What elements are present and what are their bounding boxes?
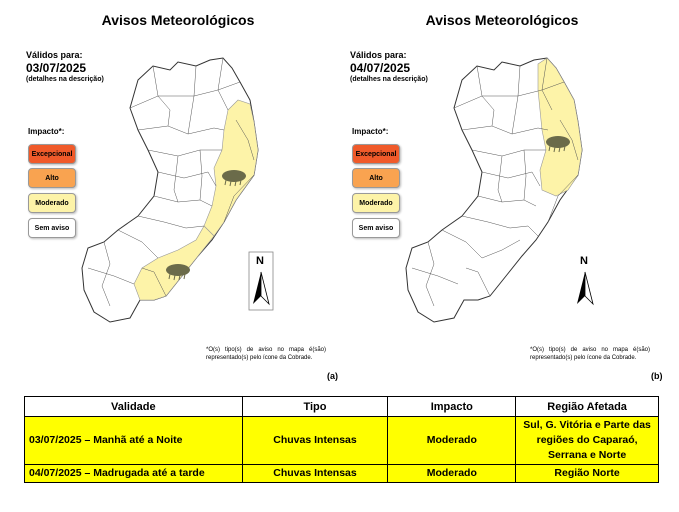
legend-alto: Alto (28, 168, 76, 188)
map-panel-a (18, 0, 338, 392)
header-tipo: Tipo (242, 397, 388, 417)
header-impacto: Impacto (388, 397, 516, 417)
cell-regiao: Sul, G. Vitória e Parte das regiões do Caparaó, Serrana e Norte (516, 417, 659, 465)
legend-excepcional: Excepcional (28, 144, 76, 164)
legend-moderado: Moderado (352, 193, 400, 213)
legend-sem-aviso: Sem aviso (352, 218, 400, 238)
state-map (342, 0, 662, 392)
impact-label: Impacto*: (28, 127, 65, 136)
north-arrow-icon (577, 272, 593, 304)
north-label: N (580, 255, 588, 267)
cell-tipo: Chuvas Intensas (242, 465, 388, 483)
cell-tipo: Chuvas Intensas (242, 417, 388, 465)
table-header-row (25, 397, 659, 417)
map-panel-b (342, 0, 662, 392)
valid-date: 04/07/2025 (350, 61, 411, 75)
legend-moderado: Moderado (28, 193, 76, 213)
panel-letter: (b) (651, 371, 663, 381)
header-regiao: Região Afetada (516, 397, 659, 417)
cell-impacto: Moderado (388, 417, 516, 465)
detail-note: (detalhes na descrição) (350, 76, 428, 83)
valid-label: Válidos para: (26, 50, 83, 60)
state-map (18, 0, 338, 392)
cell-regiao: Região Norte (516, 465, 659, 483)
cell-validade: 03/07/2025 – Manhã até a Noite (25, 417, 243, 465)
footnote: *O(s) tipo(s) de aviso no mapa é(são) representado(s) pelo ícone da Cobrade. (206, 347, 326, 361)
impact-label: Impacto*: (352, 127, 389, 136)
valid-date: 03/07/2025 (26, 61, 87, 75)
valid-label: Válidos para: (350, 50, 407, 60)
cell-impacto: Moderado (388, 465, 516, 483)
warnings-table (24, 396, 659, 483)
footnote: *O(s) tipo(s) de aviso no mapa é(são) representado(s) pelo ícone da Cobrade. (530, 347, 650, 361)
table-row (25, 417, 659, 465)
table-row (25, 465, 659, 483)
panel-letter: (a) (327, 371, 338, 381)
panel-title: Avisos Meteorológicos (425, 12, 579, 28)
legend-alto: Alto (352, 168, 400, 188)
legend-sem-aviso: Sem aviso (28, 218, 76, 238)
detail-note: (detalhes na descrição) (26, 76, 104, 83)
cell-validade: 04/07/2025 – Madrugada até a tarde (25, 465, 243, 483)
panel-title: Avisos Meteorológicos (101, 12, 255, 28)
warning-area-north (538, 58, 582, 196)
north-label: N (256, 255, 264, 267)
legend-excepcional: Excepcional (352, 144, 400, 164)
header-validade: Validade (25, 397, 243, 417)
